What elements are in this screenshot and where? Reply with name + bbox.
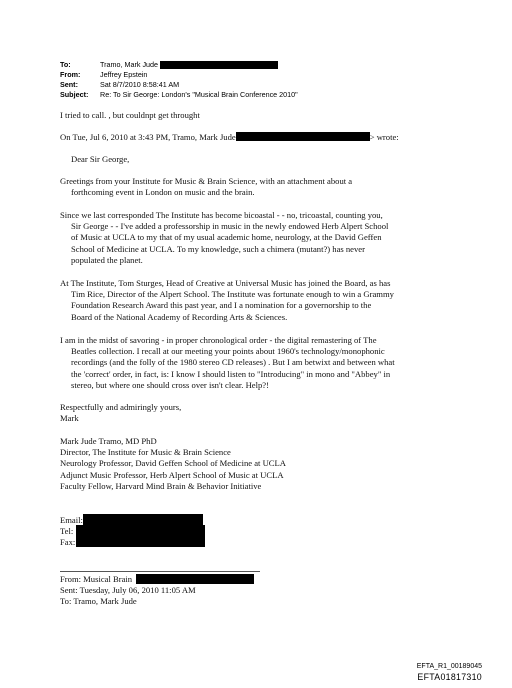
quote-intro-end: > wrote: xyxy=(369,132,399,142)
text-line: Beatles collection. I recall at our meeting your points about 1960's technology/monophonic xyxy=(71,346,385,357)
text-line: Foundation Research Award this past year, and I a nomination for a governorship to the xyxy=(71,300,372,311)
closing-name: Mark xyxy=(60,413,79,424)
signature-line: Faculty Fellow, Harvard Mind Brain & Behavior Initiative xyxy=(60,480,262,491)
paragraph-2 xyxy=(60,210,452,266)
to-row xyxy=(60,60,298,70)
forward-from-text: From: Musical Brain xyxy=(60,574,133,584)
redaction-block xyxy=(160,61,278,69)
fax-row xyxy=(60,536,452,547)
paragraph-4 xyxy=(60,335,452,391)
tel-label: Tel: xyxy=(60,526,74,537)
quote-intro-start: On Tue, Jul 6, 2010 at 3:43 PM, Tramo, Mark Jude xyxy=(60,132,236,142)
closing xyxy=(60,402,452,424)
email-header xyxy=(60,60,298,100)
text-line: Tim Rice, Director of the Alpert School. The Institute was fortunate enough to win a Grammy xyxy=(71,289,394,300)
redaction-block xyxy=(236,132,370,141)
paragraph-3 xyxy=(60,278,452,323)
email-label: Email: xyxy=(60,515,83,525)
signature-line: Mark Jude Tramo, MD PhD xyxy=(60,436,157,446)
redaction-block xyxy=(76,536,205,547)
text-line: Since we last corresponded The Institute has become bicoastal - - no, tricoastal, counting you, xyxy=(60,210,383,220)
closing-line: Respectfully and admiringly yours, xyxy=(60,402,182,412)
sent-value: Sat 8/7/2010 8:58:41 AM xyxy=(100,80,180,89)
bates-ref-2: EFTA01817310 xyxy=(417,672,482,682)
from-label: From: xyxy=(60,70,81,79)
paragraph-1 xyxy=(60,176,452,198)
reply-text xyxy=(60,110,452,121)
redaction-block xyxy=(76,525,205,536)
quote-intro xyxy=(60,132,452,143)
forward-header xyxy=(60,574,452,608)
text-line: At The Institute, Tom Sturges, Head of Creative at Universal Music has joined the Board, as has xyxy=(60,278,391,288)
text-line: School of Medicine at UCLA. To my knowledge, such a chimera (mutant?) has never xyxy=(71,243,365,254)
fax-label: Fax: xyxy=(60,537,76,548)
subject-row xyxy=(60,90,298,100)
to-label: To: xyxy=(60,60,71,69)
text-line: Greetings from your Institute for Music & Brain Science, with an attachment about a xyxy=(60,176,353,186)
greeting-line: Dear Sir George, xyxy=(71,154,130,164)
from-value: Jeffrey Epstein xyxy=(100,70,148,79)
text-line: of Music at UCLA to my that of my usual academic home, neurology, at the David Geffen xyxy=(71,232,382,243)
greeting xyxy=(71,154,463,165)
subject-value: Re: To Sir George: London's "Musical Brain Conference 2010" xyxy=(100,90,298,99)
text-line: populated the planet. xyxy=(71,254,143,265)
text-line: I am in the midst of savoring - in proper chronological order - the digital remastering of The xyxy=(60,335,377,345)
sent-label: Sent: xyxy=(60,80,78,89)
text-line: stereo, but where one should cross over isn't clear. Help?! xyxy=(71,379,269,390)
separator-line xyxy=(60,571,260,572)
signature-line: Director, The Institute for Music & Brain Science xyxy=(60,447,231,458)
contact-block xyxy=(60,514,452,548)
bates-ref-1: EFTA_R1_00189045 xyxy=(416,663,482,670)
signature-line: Neurology Professor, David Geffen School of Medicine at UCLA xyxy=(60,458,286,469)
email-row xyxy=(60,514,452,525)
to-value: Tramo, Mark Jude xyxy=(100,60,159,69)
tel-row xyxy=(60,525,452,536)
text-line: forthcoming event in London on music and the brain. xyxy=(71,187,255,198)
from-row xyxy=(60,70,298,80)
quote-intro-line xyxy=(60,132,452,143)
sent-row xyxy=(60,80,298,90)
reply-line: I tried to call. , but couldnpt get throught xyxy=(60,110,200,120)
forward-sent: Sent: Tuesday, July 06, 2010 11:05 AM xyxy=(60,585,196,596)
redaction-block xyxy=(136,574,254,584)
subject-label: Subject: xyxy=(60,90,89,99)
text-line: Board of the National Academy of Recording Arts & Sciences. xyxy=(71,311,288,322)
signature-line: Adjunct Music Professor, Herb Alpert School of Music at UCLA xyxy=(60,469,284,480)
text-line: Sir George - - I've added a professorship in music in the newly endowed Herb Alpert School xyxy=(71,221,389,232)
text-line: the 'correct' order, in fact, is: I know I should listen to "Introducing" in mono and "Abbey" in xyxy=(71,368,391,379)
text-line: recordings (and the folly of the 1980 stereo CD releases) . But I am betwixt and between what xyxy=(71,357,395,368)
forward-to: To: Tramo, Mark Jude xyxy=(60,596,137,607)
signature-block xyxy=(60,436,452,492)
redaction-block xyxy=(83,514,203,525)
forward-from xyxy=(60,574,452,585)
